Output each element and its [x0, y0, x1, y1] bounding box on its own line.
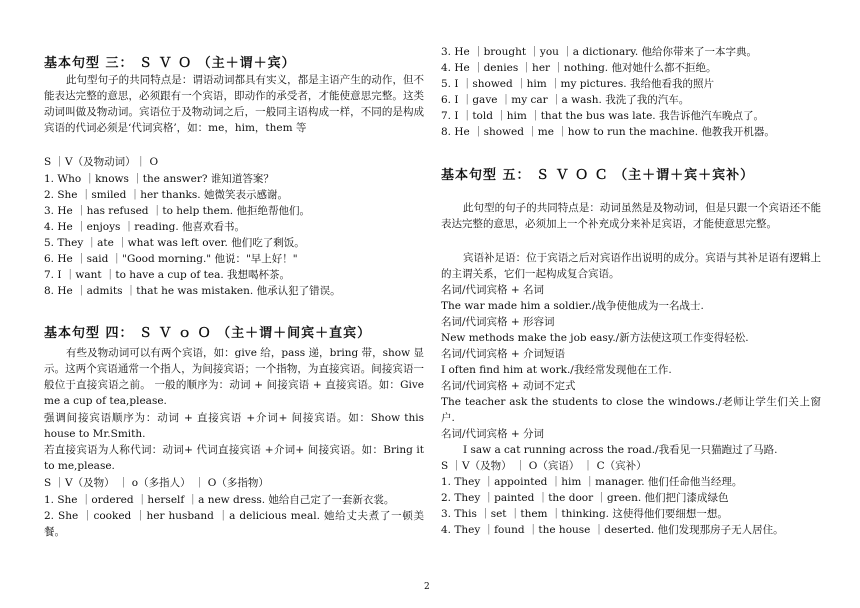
example-line: 8. He ｜admits ｜that he was mistaken. 他承认犯了错误。 [44, 285, 341, 297]
example-line: 2. She ｜cooked ｜her husband ｜a delicious meal. 她给丈夫煮了一顿美餐。 [44, 510, 424, 538]
section-5-heading: 基本句型 五： Ｓ Ｖ Ｏ Ｃ （主＋谓＋宾＋宾补） [441, 168, 755, 183]
example-line: 2. They ｜painted ｜the door ｜green. 他们把门漆成绿色 [441, 492, 729, 504]
section-4-note: 若直接宾语为人称代词：动词+ 代词直接宾语 +介词+ 间接宾语。如：Bring it to me,please. [44, 444, 424, 472]
complement-rule: 名词/代词宾格 + 名词 [441, 284, 545, 296]
section-3-heading: 基本句型 三： Ｓ Ｖ Ｏ （主＋谓＋宾） [44, 56, 296, 71]
complement-example: The war made him a soldier./战争使他成为一名战士. [441, 300, 704, 312]
complement-example: I saw a cat running across the road./我看见一只猫跑过了马路. [463, 444, 778, 456]
complement-rule: 名词/代词宾格 + 形容词 [441, 316, 555, 328]
example-line: 3. He ｜brought ｜you ｜a dictionary. 他给你带来了一本字典。 [441, 46, 757, 58]
example-line: 4. He ｜enjoys ｜reading. 他喜欢看书。 [44, 221, 246, 233]
complement-rule: 名词/代词宾格 + 介词短语 [441, 348, 566, 360]
example-line: 4. They ｜found ｜the house ｜deserted. 他们发现那房子无人居住。 [441, 524, 784, 536]
example-line: 1. She ｜ordered ｜herself ｜a new dress. 她给自己定了一套新衣裳。 [44, 494, 395, 506]
example-line: 2. She ｜smiled ｜her thanks. 她微笑表示感谢。 [44, 189, 288, 201]
section-4-note: 强调间接宾语顺序为：动词 + 直接宾语 +介词+ 间接宾语。如：Show this house to Mr.Smith. [44, 412, 424, 440]
example-line: 6. I ｜gave ｜my car ｜a wash. 我洗了我的汽车。 [441, 94, 690, 106]
complement-example: The teacher ask the students to close the windows./老师让学生们关上窗户. [441, 396, 821, 424]
section-3-pattern: S ｜V（及物动词）｜ O [44, 156, 159, 168]
complement-example: New methods make the job easy./新方法使这项工作变得轻松. [441, 332, 749, 344]
section-4-intro: 有些及物动词可以有两个宾语，如：give 给，pass 递，bring 带，show 显示。这两个宾语通常一个指人，为间接宾语；一个指物，为直接宾语。间接宾语一般位于直接宾语之前。 一般的顺序为：动词 + 间接宾语 + 直接宾语。如：Give me a cup of tea,please. [44, 347, 424, 407]
section-4-pattern: S ｜V（及物） ｜ o（多指人） ｜ O（多指物） [44, 477, 269, 489]
complement-rule: 名词/代词宾格 + 动词不定式 [441, 380, 576, 392]
page-number: 2 [424, 582, 430, 592]
section-4-heading: 基本句型 四： Ｓ Ｖ ｏ Ｏ （主＋谓＋间宾＋直宾） [44, 326, 372, 341]
section-5-pattern: S ｜V（及物） ｜ O（宾语） ｜ C（宾补） [441, 460, 647, 472]
section-3-intro: 此句型句子的共同特点是：谓语动词都具有实义，都是主语产生的动作，但不能表达完整的意思，必须跟有一个宾语，即动作的承受者，才能使意思完整。这类动词叫做及物动词。宾语位于及物动词之后，一般同主语构成一样，不同的是构成宾语的代词必须是‘代词宾格’，如：me，him，them 等 [44, 74, 424, 134]
example-line: 5. They ｜ate ｜what was left over. 他们吃了剩饭。 [44, 237, 305, 249]
example-line: 7. I ｜told ｜him ｜that the bus was late. 我告诉他汽车晚点了。 [441, 110, 764, 122]
example-line: 7. I ｜want ｜to have a cup of tea. 我想喝杯茶。 [44, 269, 291, 281]
complement-example: I often find him at work./我经常发现他在工作. [441, 364, 672, 376]
section-5-intro: 此句型的句子的共同特点是：动词虽然是及物动词，但是只跟一个宾语还不能表达完整的意思，必须加上一个补充成分来补足宾语，才能使意思完整。 [441, 202, 821, 230]
example-line: 3. This ｜set ｜them ｜thinking. 这使得他们要细想一想。 [441, 508, 728, 520]
section-5-intro: 宾语补足语：位于宾语之后对宾语作出说明的成分。宾语与其补足语有逻辑上的主谓关系，它们一起构成复合宾语。 [441, 252, 821, 280]
example-line: 6. He ｜said ｜"Good morning." 他说："早上好！" [44, 253, 298, 265]
example-line: 8. He ｜showed ｜me ｜how to run the machine. 他教我开机器。 [441, 126, 775, 138]
example-line: 5. I ｜showed ｜him ｜my pictures. 我给他看我的照片 [441, 78, 714, 90]
example-line: 4. He ｜denies ｜her ｜nothing. 他对她什么都不拒绝。 [441, 62, 717, 74]
complement-rule: 名词/代词宾格 + 分词 [441, 428, 545, 440]
example-line: 1. They ｜appointed ｜him ｜manager. 他们任命他当经理。 [441, 476, 743, 488]
example-line: 3. He ｜has refused ｜to help them. 他拒绝帮他们。 [44, 205, 310, 217]
example-line: 1. Who ｜knows ｜the answer? 谁知道答案？ [44, 173, 274, 185]
